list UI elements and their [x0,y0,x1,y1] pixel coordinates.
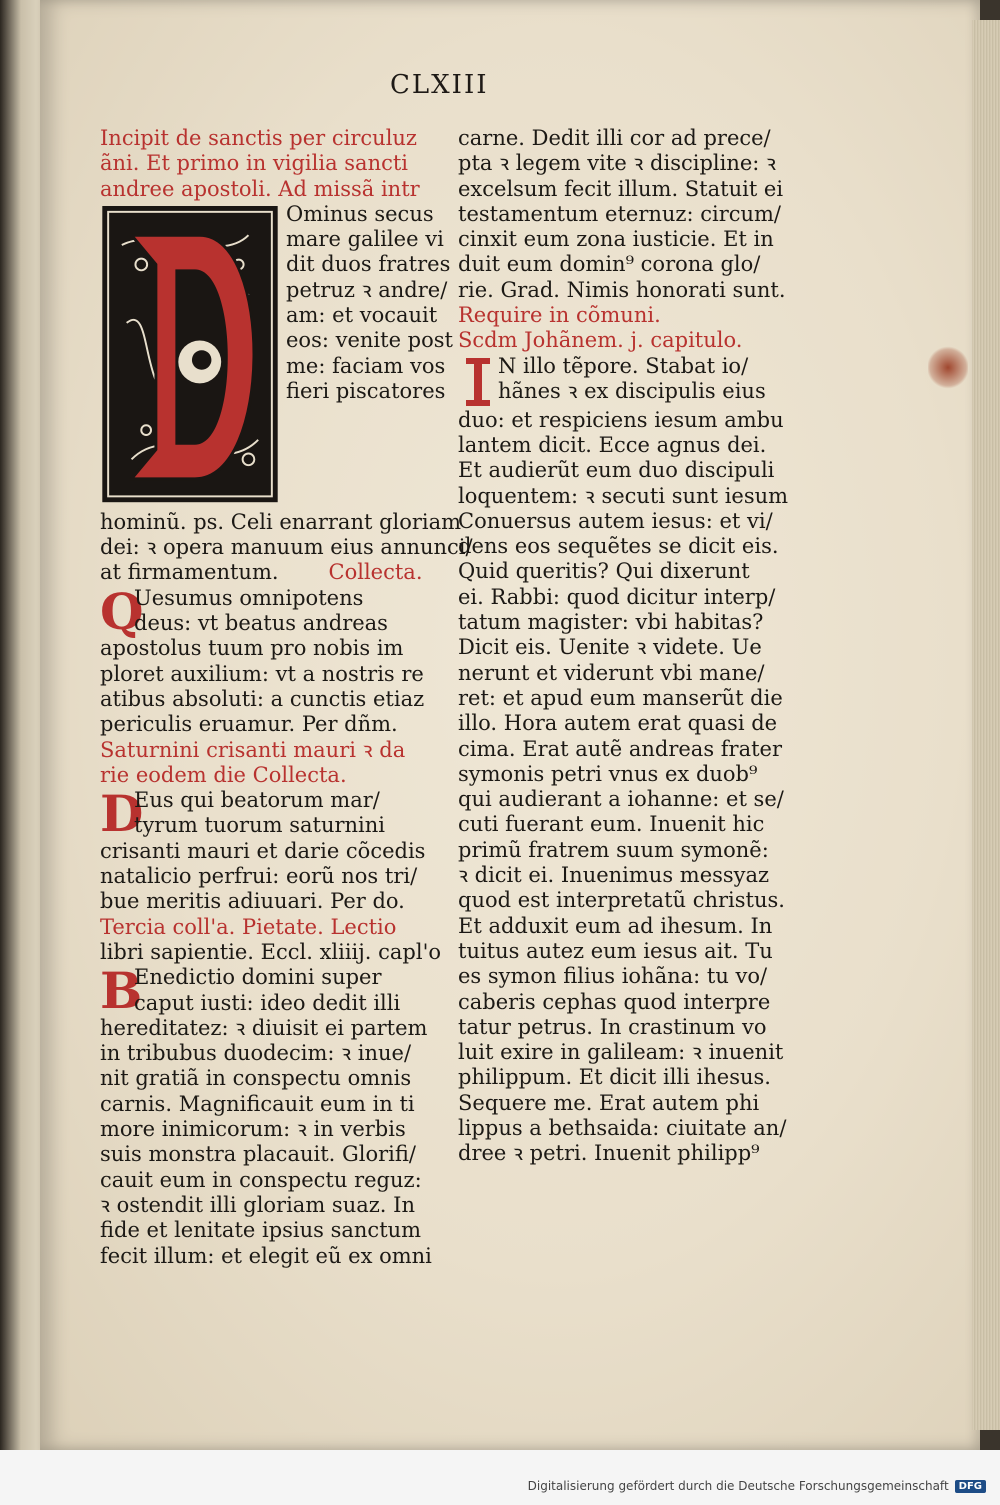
text-line: carne. Dedit illi cor ad prece/ [458,126,771,150]
text-line: dei: ꝛ opera manuum eius annunci/ [100,535,473,560]
text-line: cinxit eum zona iusticie. Et in [458,227,774,252]
viewer-footer [0,1450,1000,1505]
text-line: cima. Erat autẽ andreas frater [458,736,783,761]
text-line: hãnes ꝛ ex discipulis eius [498,378,766,403]
text-line: deus: vt beatus andreas [134,611,388,636]
text-line: cuti fuerant eum. Inuenit hic [458,812,765,837]
text-line: ꝛ ostendit illi gloriam suaz. In [100,1192,415,1217]
text-line: ei. Rabbi: quod dicitur interp/ [458,584,776,609]
rubric-collecta: Collecta. [328,560,423,585]
text-line: es symon filius iohãna: tu vo/ [458,964,768,989]
text-line: lantem dicit. Ecce agnus dei. [458,432,767,457]
text-line: carnis. Magnificauit eum in ti [100,1091,415,1116]
text-line: atibus absoluti: a cunctis etiaz [100,686,425,711]
text-line: eos: venite post [286,328,453,353]
text-line: testamentum eternuz: circum/ [458,201,782,226]
rubric-line: ãni. Et primo in vigilia sancti [100,151,409,176]
text-line: natalicio perfrui: eorũ nos tri/ [100,864,418,889]
text-line: suis monstra placauit. Glorifi/ [100,1142,416,1167]
text-line: am: et vocauit [286,303,438,328]
rubric-line: Incipit de sanctis per circuluz [100,126,417,150]
rubric-line: andree apostoli. Ad missã intr [100,176,420,201]
rubric-line: rie eodem die Collecta. [100,762,347,787]
text-line: Sequere me. Erat autem phi [458,1090,760,1115]
text-line: ploret auxilium: vt a nostris re [100,661,424,686]
text-line: crisanti mauri et darie cõcedis [100,838,426,863]
text-line: lippus a bethsaida: ciuitate an/ [458,1115,787,1140]
text-line: tyrum tuorum saturnini [134,813,385,838]
text-line: Conuersus autem iesus: et vi/ [458,508,773,533]
text-line: me: faciam vos [286,353,446,378]
text-line: Dicit eis. Uenite ꝛ videte. Ue [458,635,762,660]
text-line: excelsum fecit illum. Statuit ei [458,176,784,201]
text-line: symonis petri vnus ex duob⁹ [458,761,758,786]
text-line: pta ꝛ legem vite ꝛ discipline: ꝛ [458,151,777,176]
text-line: Et adduxit eum ad ihesum. In [458,913,773,938]
text-line: cauit eum in conspectu reguz: [100,1167,422,1192]
decorated-initial-d [100,206,280,510]
text-line: ret: et apud eum manserũt die [458,685,783,710]
digitization-credit [528,1479,986,1493]
text-line: Eus qui beatorum mar/ [134,788,380,813]
text-line: bue meritis adiuuari. Per do. [100,889,405,914]
rubric-line: Scdm Johãnem. j. capitulo. [458,328,743,353]
text-line: Enedictio domini super [134,965,382,990]
text-line: dens eos sequẽtes se dicit eis. [458,534,779,559]
text-line: tuitus autez eum iesus ait. Tu [458,938,773,963]
text-line: in tribubus duodecim: ꝛ inue/ [100,1041,412,1066]
text-line: philippum. Et dicit illi ihesus. [458,1065,771,1090]
text-line: luit exire in galileam: ꝛ inuenit [458,1040,784,1065]
text-line: tatum magister: vbi habitas? [458,610,764,635]
text-line: petruz ꝛ andre/ [286,277,448,302]
right-text-column [458,126,796,1167]
red-initial-q: Q [100,581,144,641]
folio-number: CLXIII [390,70,489,100]
text-line: Quid queritis? Qui dixerunt [458,559,750,584]
text-line: libri sapientie. Eccl. xliiij. capl'o [100,939,441,964]
text-line: Ominus secus [286,201,434,226]
red-initial-b: B [100,961,143,1021]
page-stack-edge [972,20,1000,1430]
text-line: nit gratiã in conspectu omnis [100,1066,412,1091]
text-line: nerunt et viderunt vbi mane/ [458,660,765,685]
credit-text: Digitalisierung gefördert durch die Deutsche Forschungsgemeinschaft [527,1479,949,1493]
rubric-line: Tercia coll'a. Pietate. Lectio [100,914,397,939]
text-line: illo. Hora autem erat quasi de [458,711,778,736]
text-line: more inimicorum: ꝛ in verbis [100,1117,406,1142]
text-line: ꝛ dicit ei. Inuenimus messyaz [458,863,770,888]
text-line: Uesumus omnipotens [134,585,364,610]
text-line: dit duos fratres [286,252,451,277]
dfg-logo: DFG [955,1480,986,1493]
text-line: duo: et respiciens iesum ambu [458,407,784,432]
text-line: Et audierũt eum duo discipuli [458,458,775,483]
red-initial-d: D [100,784,144,844]
text-line: rie. Grad. Nimis honorati sunt. [458,277,786,302]
text-line: periculis eruamur. Per dñm. [100,712,398,737]
text-line [100,560,436,585]
text-line: hominũ. ps. Celi enarrant gloriam [100,509,462,534]
text-line: N illo tẽpore. Stabat io/ [498,353,749,378]
text-line: fide et lenitate ipsius sanctum [100,1218,422,1243]
text-fragment: at firmamentum. [100,560,279,585]
text-line: fieri piscatores [286,378,446,403]
rubric-line: Require in cõmuni. [458,303,661,328]
text-line: mare galilee vi [286,227,444,252]
text-line: hereditatez: ꝛ diuisit ei partem [100,1015,428,1040]
text-line: fecit illum: et elegit eũ ex omni [100,1243,432,1268]
text-line: quod est interpretatũ christus. [458,888,785,913]
paper-stain [928,345,968,390]
text-line: tatur petrus. In crastinum vo [458,1014,767,1039]
rubric-line: Saturnini crisanti mauri ꝛ da [100,737,406,762]
text-line: dree ꝛ petri. Inuenit philipp⁹ [458,1141,760,1166]
red-initial-i [464,356,492,408]
text-line: qui audierant a iohanne: et se/ [458,787,784,812]
text-line: apostolus tuum pro nobis im [100,636,404,661]
text-line: duit eum domin⁹ corona glo/ [458,252,761,277]
left-text-column [100,126,473,1269]
svg-text:I: I [464,355,465,357]
text-line: primũ fratrem suum symonẽ: [458,837,769,862]
text-line: caberis cephas quod interpre [458,989,771,1014]
text-line: loquentem: ꝛ secuti sunt iesum [458,483,789,508]
text-line: caput iusti: ideo dedit illi [134,990,401,1015]
